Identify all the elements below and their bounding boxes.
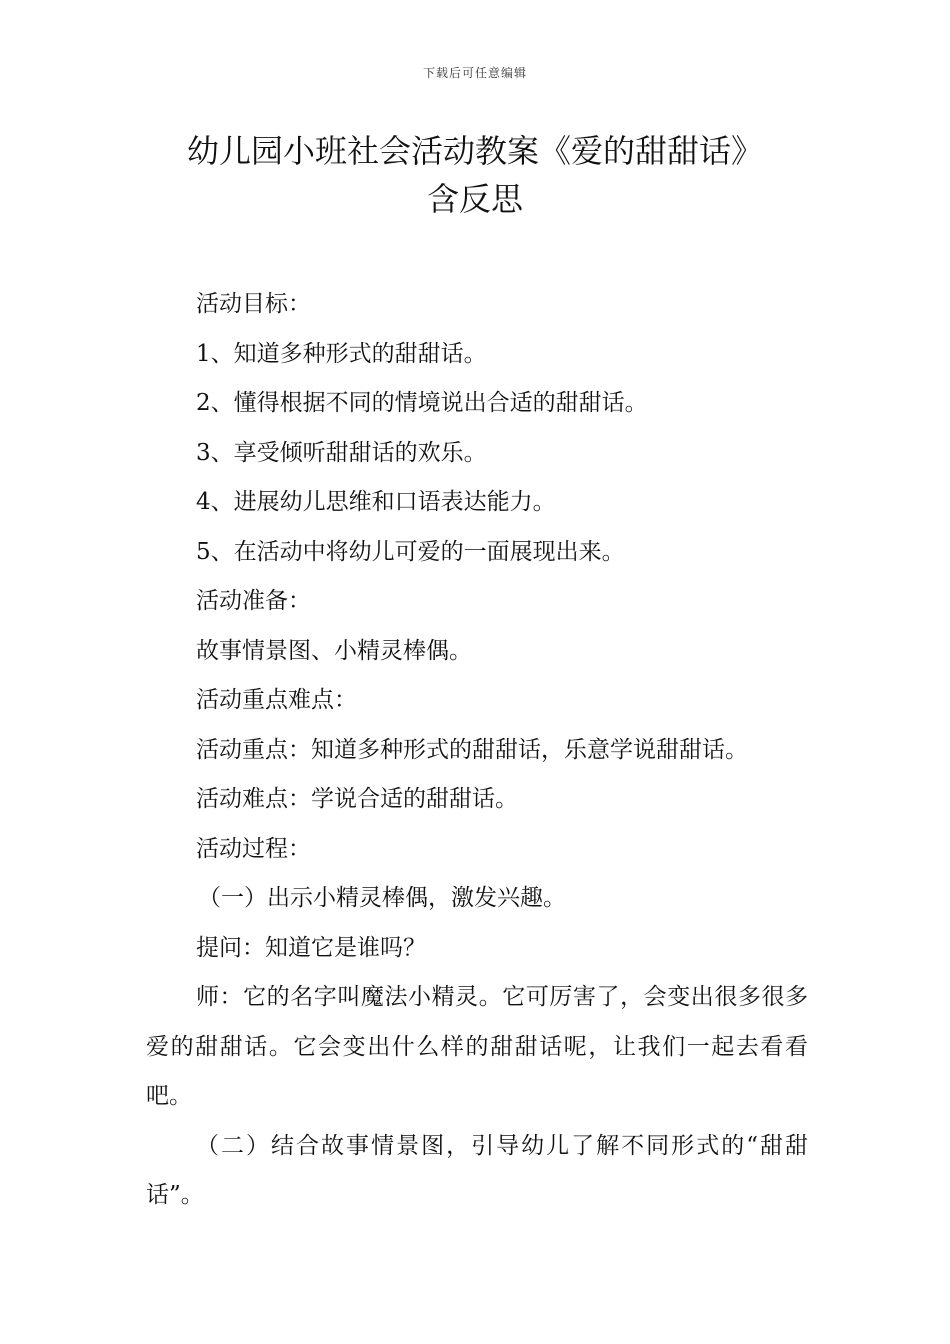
goal-item: 1、知道多种形式的甜甜话。 [196,340,487,367]
process-step-2: （二）结合故事情景图，引导幼儿了解不同形式的“甜甜话”。 [146,1132,808,1208]
page-header-note: 下载后可任意编辑 [422,66,527,80]
document-body [146,280,808,1221]
goal-item: 2、懂得根据不同的情境说出合适的甜甜话。 [196,390,648,416]
process-heading: 活动过程： [196,835,311,862]
focus-heading: 活动重点难点： [196,687,357,713]
process-step-1: （一）出示小精灵棒偶，激发兴趣。 [198,885,566,911]
document-title [100,127,850,223]
goal-item: 5、在活动中将幼儿可爱的一面展现出来。 [196,538,625,565]
prep-heading: 活动准备： [196,588,311,614]
focus-difficult-point: 活动难点：学说合适的甜甜话。 [196,786,518,812]
focus-key-point: 活动重点：知道多种形式的甜甜话，乐意学说甜甜话。 [196,736,748,763]
teacher-paragraph: 师：它的名字叫魔法小精灵。它可厉害了，会变出很多很多爱的甜甜话。它会变出什么样的甜甜话呢，让我们一起去看看吧。 [146,984,808,1109]
question-text: 提问：知道它是谁吗？ [196,934,426,961]
goals-heading: 活动目标： [196,291,311,317]
prep-text: 故事情景图、小精灵棒偶。 [196,637,472,664]
title-line-2: 含反思 [426,180,523,218]
goal-item: 4、进展幼儿思维和口语表达能力。 [196,489,556,515]
goal-item: 3、享受倾听甜甜话的欢乐。 [196,439,487,466]
title-line-1: 幼儿园小班社会活动教案《爱的甜甜话》 [186,132,763,170]
